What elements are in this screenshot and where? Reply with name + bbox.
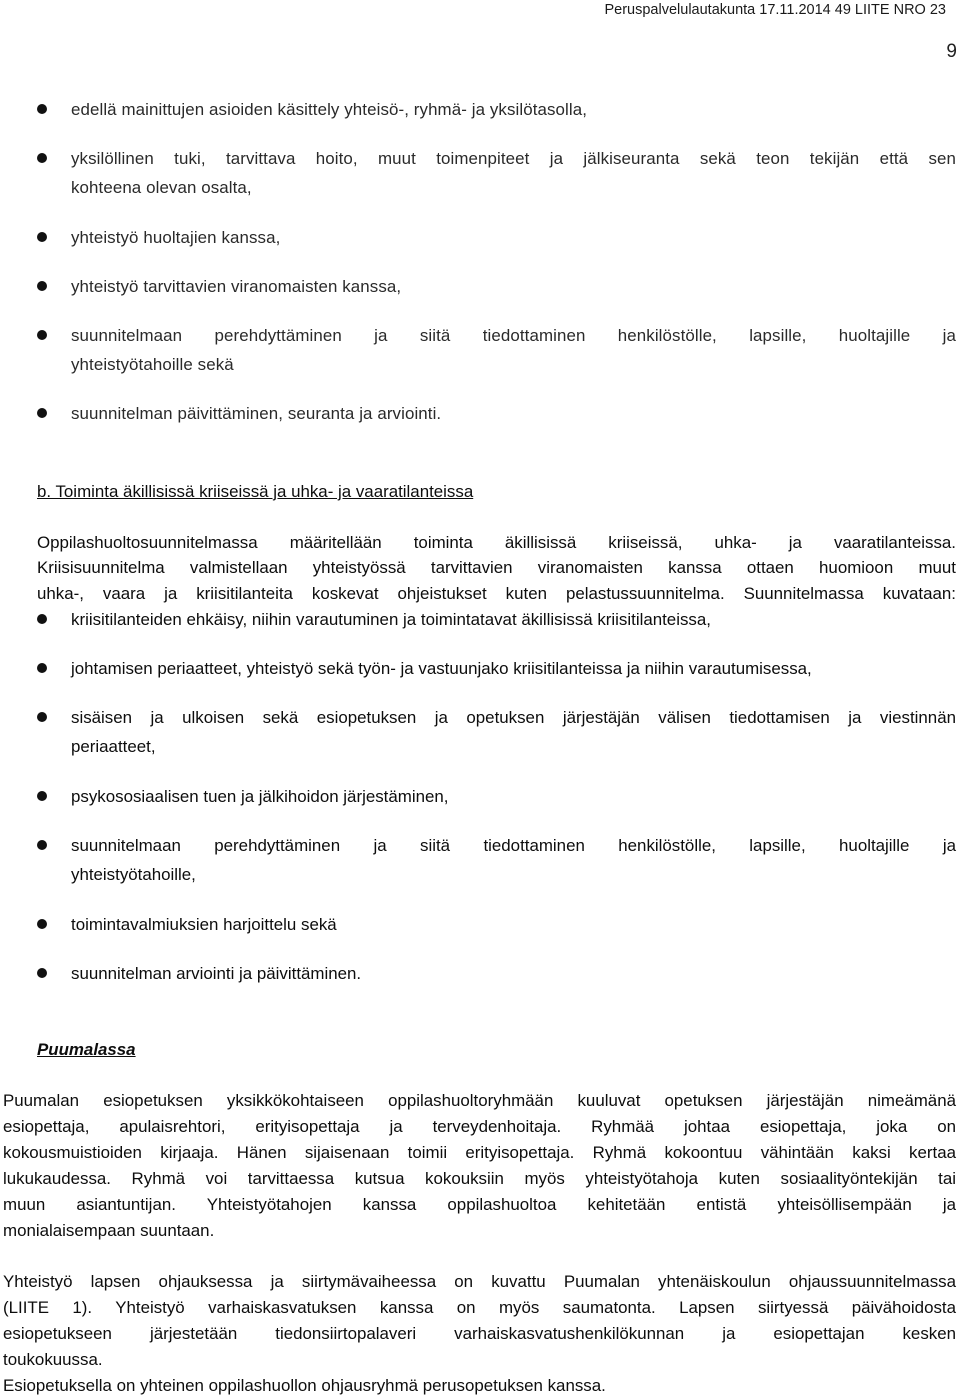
bullet-icon xyxy=(37,281,47,291)
paragraph-line: muun asiantuntijan. Yhteistyötahojen kanssa oppilashuoltoa kehitetään entistä yhteisöllisempään ja xyxy=(3,1195,956,1214)
section-heading-puumalassa: Puumalassa xyxy=(37,1040,136,1059)
paragraph-line: Kriisisuunnitelma valmistellaan yhteistyössä tarvittavien viranomaisten kanssa ottaen huomioon muut xyxy=(37,558,956,577)
bullet-icon xyxy=(37,232,47,242)
paragraph-line: esiopettaja, apulaisrehtori, erityisopettaja ja terveydenhoitaja. Ryhmää johtaa esiopettaja, joka on xyxy=(3,1117,956,1136)
bullet-icon xyxy=(37,663,47,673)
paragraph-line: kokousmuistioiden kirjaaja. Hänen sijaisenaan toimii erityisopettaja. Ryhmä kokoontuu vähintään kaksi kertaa xyxy=(3,1143,956,1162)
list-item: johtamisen periaatteet, yhteistyö sekä työn- ja vastuunjako kriisitilanteissa ja niihin varautumisessa, xyxy=(71,659,812,678)
list-item: psykososiaalisen tuen ja jälkihoidon järjestäminen, xyxy=(71,787,449,806)
list-item: toimintavalmiuksien harjoittelu sekä xyxy=(71,915,337,934)
bullet-icon xyxy=(37,408,47,418)
bullet-icon xyxy=(37,968,47,978)
list-item: yhteistyö huoltajien kanssa, xyxy=(71,228,281,247)
list-item: kriisitilanteiden ehkäisy, niihin varautuminen ja toimintatavat äkillisissä kriisitilanteissa, xyxy=(71,610,711,629)
paragraph-line: Esiopetuksella on yhteinen oppilashuollon ohjausryhmä perusopetuksen kanssa. xyxy=(3,1376,606,1395)
bullet-icon xyxy=(37,840,47,850)
paragraph-line: Oppilashuoltosuunnitelmassa määritellään toiminta äkillisissä kriiseissä, uhka- ja vaaratilanteissa. xyxy=(37,533,956,552)
document-header-reference: Peruspalvelulautakunta 17.11.2014 49 LIITE NRO 23 xyxy=(604,2,946,18)
list-item: yksilöllinen tuki, tarvittava hoito, muut toimenpiteet ja jälkiseuranta sekä teon tekijän että sen xyxy=(71,149,956,168)
list-item: suunnitelman päivittäminen, seuranta ja arviointi. xyxy=(71,404,442,423)
paragraph-line: Puumalan esiopetuksen yksikkökohtaiseen oppilashuoltoryhmään kuuluvat opetuksen järjestäjän nimeämänä xyxy=(3,1091,956,1110)
bullet-icon xyxy=(37,614,47,624)
paragraph-line: (LIITE 1). Yhteistyö varhaiskasvatuksen kanssa on myös saumatonta. Lapsen siirtyessä päivähoidosta xyxy=(3,1298,956,1317)
list-item-continuation: yhteistyötahoille, xyxy=(71,865,196,884)
paragraph-line: esiopetukseen järjestetään tiedonsiirtopalaveri varhaiskasvatushenkilökunnan ja esiopettajan kesken xyxy=(3,1324,956,1343)
paragraph-line: toukokuussa. xyxy=(3,1350,103,1369)
list-item: yhteistyö tarvittavien viranomaisten kanssa, xyxy=(71,277,402,296)
bullet-icon xyxy=(37,919,47,929)
list-item-continuation: kohteena olevan osalta, xyxy=(71,178,252,197)
bullet-icon xyxy=(37,153,47,163)
page-number: 9 xyxy=(946,41,957,62)
list-item: suunnitelmaan perehdyttäminen ja siitä tiedottaminen henkilöstölle, lapsille, huoltajille ja xyxy=(71,836,956,855)
bullet-icon xyxy=(37,330,47,340)
list-item: edellä mainittujen asioiden käsittely yhteisö-, ryhmä- ja yksilötasolla, xyxy=(71,100,588,119)
section-heading-b: b. Toiminta äkillisissä kriiseissä ja uhka- ja vaaratilanteissa xyxy=(37,482,474,501)
list-item: suunnitelman arviointi ja päivittäminen. xyxy=(71,964,362,983)
bullet-icon xyxy=(37,104,47,114)
bullet-icon xyxy=(37,791,47,801)
paragraph-line: Yhteistyö lapsen ohjauksessa ja siirtymävaiheessa on kuvattu Puumalan yhtenäiskoulun ohjaussuunnitelmassa xyxy=(3,1272,956,1291)
list-item: sisäisen ja ulkoisen sekä esiopetuksen ja opetuksen järjestäjän välisen tiedottamisen ja viestinnän xyxy=(71,708,956,727)
paragraph-line: uhka-, vaara ja kriisitilanteita koskevat ohjeistukset kuten pelastussuunnitelma. Suunnitelmassa kuvataan: xyxy=(37,584,956,603)
paragraph-line: lukukaudessa. Ryhmä voi tarvittaessa kutsua kokouksiin myös yhteistyötahoja kuten sosiaalityöntekijän tai xyxy=(3,1169,956,1188)
list-item-continuation: periaatteet, xyxy=(71,737,156,756)
list-item: suunnitelmaan perehdyttäminen ja siitä tiedottaminen henkilöstölle, lapsille, huoltajille ja xyxy=(71,326,956,345)
paragraph-line: monialaisempaan suuntaan. xyxy=(3,1221,215,1240)
list-item-continuation: yhteistyötahoille sekä xyxy=(71,355,234,374)
bullet-icon xyxy=(37,712,47,722)
